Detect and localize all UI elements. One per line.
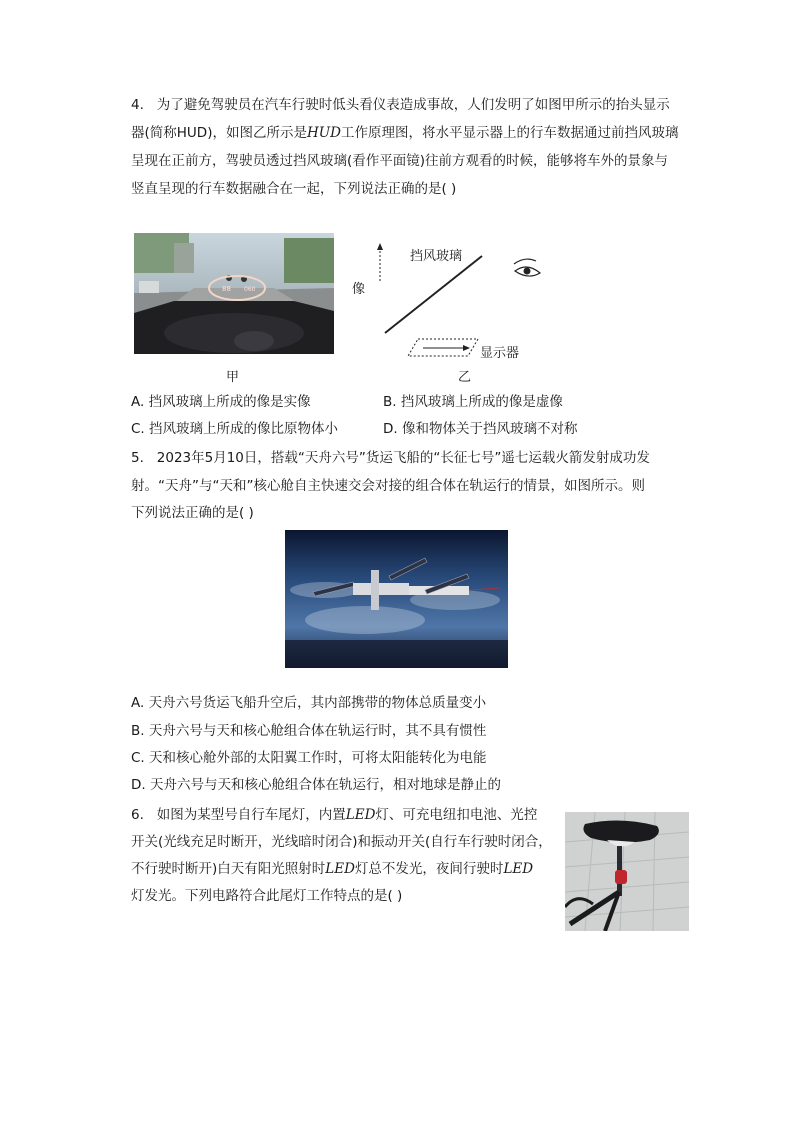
bike-taillight-photo — [565, 812, 689, 931]
q4-line-4: 竖直呈现的行车数据融合在一起，下列说法正确的是( ) — [131, 181, 457, 197]
q6-text-3b: 灯总不发光，夜间行驶时 — [354, 861, 504, 877]
fig-jia-caption: 甲 — [226, 370, 240, 385]
fig-yi-caption: 乙 — [458, 370, 472, 385]
q6-text-1a: 如图为某型号自行车尾灯，内置 — [156, 807, 346, 823]
q4-number: 4. — [131, 97, 144, 113]
q4-option-c[interactable]: C. 挡风玻璃上所成的像比原物体小 — [131, 421, 339, 437]
q6-led-term-2: LED — [325, 861, 355, 877]
hud-photo-svg — [134, 233, 334, 354]
q6-led-term: LED — [345, 807, 376, 823]
q5-line-1 — [131, 448, 650, 468]
q4-text-2b: 工作原理图，将水平显示器上的行车数据通过前挡风玻璃 — [340, 125, 679, 141]
space-station-photo — [285, 530, 508, 668]
svg-text:060: 060 — [244, 286, 256, 293]
image-label: 像 — [352, 282, 366, 297]
q5-line-3: 下列说法正确的是( ) — [131, 505, 254, 521]
q6-line-2: 开关(光线充足时断开，光线暗时闭合)和振动开关(自行车行驶时闭合， — [131, 834, 552, 850]
q5-option-d[interactable]: D. 天舟六号与天和核心舱组合体在轨运行，相对地球是静止的 — [131, 777, 501, 793]
q4-option-a[interactable]: A. 挡风玻璃上所成的像是实像 — [131, 394, 311, 410]
q4-text-2a: 器(简称HUD)，如图乙所示是 — [131, 125, 307, 141]
q5-option-c[interactable]: C. 天和核心舱外部的太阳翼工作时，可将太阳能转化为电能 — [131, 750, 487, 766]
q6-line-1 — [131, 805, 537, 825]
space-station-svg — [285, 530, 508, 668]
windshield-label: 挡风玻璃 — [410, 249, 463, 264]
hud-dashboard-photo — [134, 233, 334, 354]
q6-number: 6. — [131, 807, 144, 823]
q6-text-1b: 灯、可充电纽扣电池、光控 — [375, 807, 538, 823]
q4-text-1: 为了避免驾驶员在汽车行驶时低头看仪表造成事故，人们发明了如图甲所示的抬头显示 — [156, 97, 670, 113]
q6-line-3 — [131, 859, 533, 879]
q6-line-4: 灯发光。下列电路符合此尾灯工作特点的是( ) — [131, 888, 403, 904]
q5-line-2: 射。“天舟”与“天和”核心舱自主快速交会对接的组合体在轨运行的情景，如图所示。则 — [131, 478, 645, 494]
q4-line-3: 呈现在正前方，驾驶员透过挡风玻璃(看作平面镜)往前方观看的时候，能够将车外的景象与 — [131, 153, 669, 169]
q6-led-term-3: LED — [503, 861, 534, 877]
q6-text-3a: 不行驶时断开)白天有阳光照射时 — [131, 861, 326, 877]
q5-option-b[interactable]: B. 天舟六号与天和核心舱组合体在轨运行时，其不具有惯性 — [131, 723, 487, 739]
q5-option-a[interactable]: A. 天舟六号货运飞船升空后，其内部携带的物体总质量变小 — [131, 695, 487, 711]
eye-icon — [514, 259, 540, 276]
q4-line-1 — [131, 95, 670, 115]
bike-photo-svg — [565, 812, 689, 931]
svg-text:88: 88 — [222, 285, 231, 293]
display-label: 显示器 — [480, 346, 520, 361]
q4-hud-term: HUD — [306, 125, 341, 141]
q5-text-1: 2023年5月10日，搭载“天舟六号”货运飞船的“长征七号”遥七运载火箭发射成功发 — [156, 450, 650, 466]
q4-option-d[interactable]: D. 像和物体关于挡风玻璃不对称 — [383, 421, 578, 437]
q4-line-2 — [131, 123, 678, 143]
q5-number: 5. — [131, 450, 144, 466]
q4-option-b[interactable]: B. 挡风玻璃上所成的像是虚像 — [383, 394, 563, 410]
